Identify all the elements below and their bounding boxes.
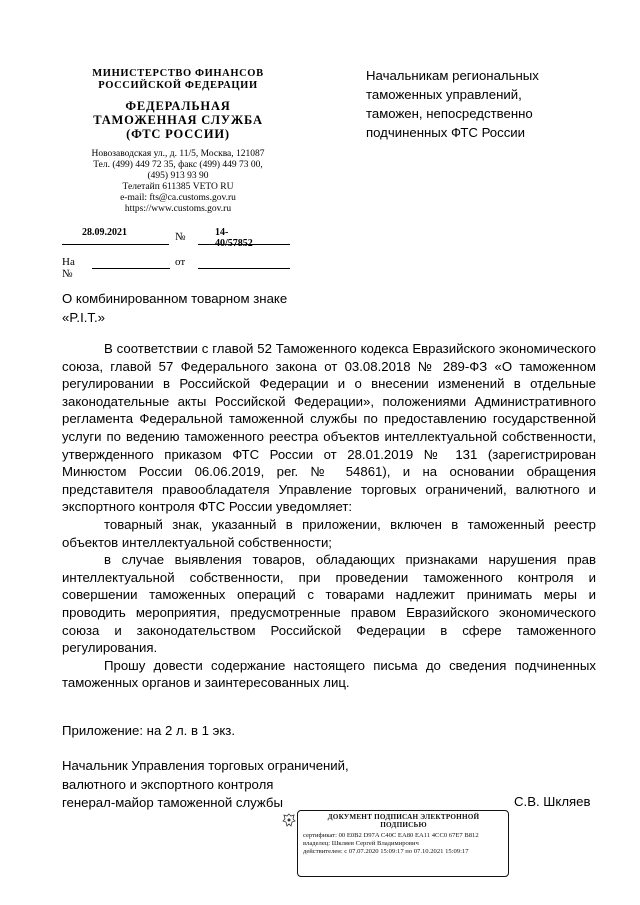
electronic-signature-stamp: [297, 810, 509, 877]
teletype-line: Телетайп 611385 VETO RU: [122, 182, 234, 192]
letter-subject: О комбинированном товарном знаке «P.I.T.»: [62, 291, 288, 325]
reference-from-label: от: [175, 256, 186, 268]
attachment-note: Приложение: на 2 л. в 1 экз.: [62, 723, 236, 738]
date-underline: [62, 244, 169, 245]
stamp-validity: действителен: с 07.07.2020 15:09:17 по 07.10.2021 15:09:17: [303, 848, 469, 855]
reference-label: На №: [62, 256, 75, 280]
reference-number-blank: [92, 268, 170, 269]
phone-line: Тел. (499) 449 72 35, факс (499) 449 73 00,: [93, 160, 263, 170]
body-paragraph: Прошу довести содержание настоящего письма до сведения подчиненных таможенных органов и заинтересованных лиц.: [62, 657, 596, 691]
signatory-name: С.В. Шкляев: [514, 794, 591, 809]
document-date: 28.09.2021: [82, 227, 127, 238]
stamp-title: ДОКУМЕНТ ПОДПИСАН ЭЛЕКТРОННОЙ ПОДПИСЬЮ: [327, 813, 480, 829]
addressee: Начальникам региональных таможенных управлений, таможен, непосредственно подчиненных ФТС России: [366, 68, 539, 140]
stamp-owner: владелец: Шкляев Сергей Владимирович: [303, 840, 419, 847]
number-sign: №: [175, 231, 186, 243]
letter-body: [62, 340, 596, 692]
email-line: e-mail: fts@ca.customs.gov.ru: [120, 193, 236, 203]
number-underline: [198, 244, 290, 245]
body-paragraph: товарный знак, указанный в приложении, включен в таможенный реестр объектов интеллектуальной собственности;: [62, 516, 596, 550]
stamp-certificate: сертификат: 00 E0B2 D97A C40C EA80 EA11 4CC0 67E7 B812: [303, 832, 479, 839]
eagle-emblem-icon: [282, 813, 296, 827]
body-paragraph: в случае выявления товаров, обладающих признаками нарушения прав интеллектуальной собственности, при проведении таможенного контроля и совершении таможенных операций с товарами надлежит принимать меры и проводить мероприятия, предусмотренные правом Евразийского экономического союза и законодательством Российской Федерации в сфере таможенного регулирования.: [62, 552, 596, 656]
letterhead: [62, 68, 294, 215]
website-line: https://www.customs.gov.ru: [124, 204, 232, 214]
ministry-name: МИНИСТЕРСТВО ФИНАНСОВ РОССИЙСКОЙ ФЕДЕРАЦИИ: [92, 68, 264, 91]
service-name: ФЕДЕРАЛЬНАЯ ТАМОЖЕННАЯ СЛУЖБА (ФТС РОССИИ): [93, 99, 263, 141]
reference-date-blank: [198, 268, 290, 269]
signatory-position: Начальник Управления торговых ограничений, валютного и экспортного контроля генерал-майор таможенной службы: [62, 758, 349, 810]
phone-line: (495) 913 93 90: [147, 171, 209, 181]
body-paragraph: В соответствии с главой 52 Таможенного кодекса Евразийского экономического союза, главой 57 Федерального закона от 03.08.2018 № 289-ФЗ «О таможенном регулировании в Российской Федерации и о внесении изменений в отдельные законодательные акты Российской Федерации», положениями Административного регламента Федеральной таможенной службы по предоставлению государственной услуги по ведению таможенного реестра объектов интеллектуальной собственности, утвержденного приказом ФТС России от 28.01.2019 № 131 (зарегистрирован Минюстом России 06.06.2019, рег. № 54861), и на основании обращения представителя правообладателя Управление торговых ограничений, валютного и экспортного контроля ФТС России уведомляет:: [62, 341, 596, 515]
document-number: 14-40/57852: [215, 227, 253, 249]
address-line: Новозаводская ул., д. 11/5, Москва, 121087: [91, 149, 265, 159]
contact-block: [62, 149, 294, 215]
